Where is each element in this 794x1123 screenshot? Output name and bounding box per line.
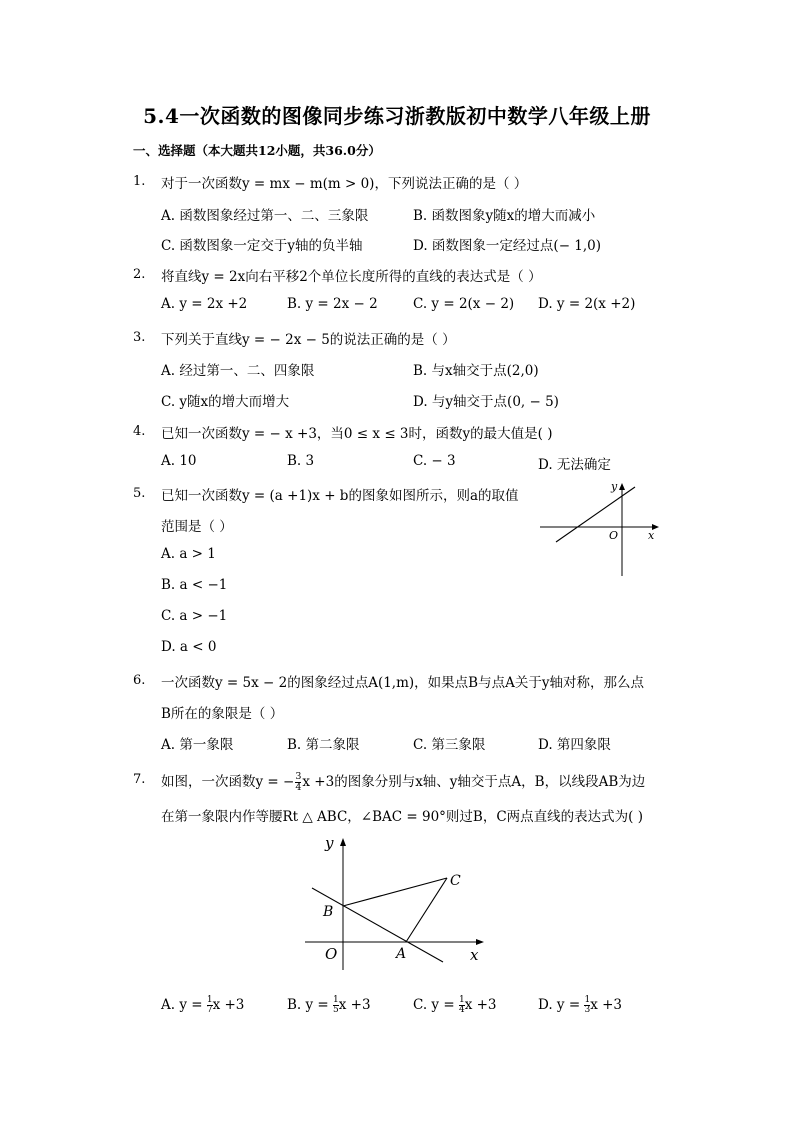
question-5-option-d[interactable]: D. a < 0 — [161, 639, 217, 655]
q7-option-a-denominator: 7 — [206, 1005, 213, 1015]
question-3-option-a[interactable]: A. 经过第一、二、四象限 — [161, 363, 315, 379]
question-6-number: 6. — [133, 673, 146, 688]
q7-x-axis-arrow — [476, 939, 484, 945]
q7-option-b-prefix: B. y = — [287, 997, 334, 1013]
q7-origin-label: O — [325, 945, 338, 963]
q7-option-c-prefix: C. y = — [413, 997, 459, 1013]
question-1-option-d[interactable]: D. 函数图象一定经过点(− 1,0) — [413, 238, 602, 254]
question-1-option-b[interactable]: B. 函数图象y随x的增大而减小 — [413, 208, 596, 224]
question-2-option-c[interactable]: C. y = 2(x − 2) — [413, 296, 515, 312]
q7-stem-pre: 如图，一次函数y = − — [161, 774, 295, 790]
q7-point-a-label: A — [396, 946, 407, 962]
q7-fraction-numerator: 3 — [295, 771, 302, 782]
question-3-stem: 下列关于直线y = − 2x − 5的说法正确的是（ ） — [161, 332, 456, 348]
q7-option-c-denominator: 4 — [458, 1005, 465, 1015]
question-3-option-c[interactable]: C. y随x的增大而增大 — [161, 394, 290, 410]
question-5-number: 5. — [133, 486, 146, 501]
question-4-option-d[interactable]: D. 无法确定 — [538, 457, 611, 473]
q7-point-b-label: B — [323, 904, 334, 920]
question-1-option-c[interactable]: C. 函数图象一定交于y轴的负半轴 — [161, 238, 363, 254]
q5-x-label: x — [648, 529, 655, 542]
q7-option-c-numerator: 1 — [458, 995, 465, 1005]
question-7-number: 7. — [133, 772, 146, 787]
question-2-option-a[interactable]: A. y = 2x +2 — [161, 296, 248, 312]
question-6-option-c[interactable]: C. 第三象限 — [413, 737, 486, 753]
question-3-number: 3. — [133, 330, 146, 345]
question-7-option-c[interactable] — [413, 996, 497, 1015]
page-title: 5.4一次函数的图像同步练习浙教版初中数学八年级上册 — [143, 104, 651, 128]
question-4-stem: 已知一次函数y = − x +3，当0 ≤ x ≤ 3时，函数y的最大值是( ) — [161, 426, 553, 442]
q7-y-label: y — [325, 834, 334, 852]
q5-y-axis-arrow — [619, 483, 625, 490]
question-1-option-a[interactable]: A. 函数图象经过第一、二、三象限 — [161, 208, 369, 224]
question-7-stem-line-1 — [161, 770, 645, 793]
q7-option-a-suffix: x +3 — [212, 997, 245, 1013]
q5-origin-label: O — [609, 529, 619, 542]
question-4-number: 4. — [133, 424, 146, 439]
question-5-option-b[interactable]: B. a < −1 — [161, 577, 228, 593]
q7-option-b-suffix: x +3 — [338, 997, 371, 1013]
question-6-option-d[interactable]: D. 第四象限 — [538, 737, 611, 753]
q5-function-line — [556, 487, 635, 542]
question-7-stem-line-2: 在第一象限内作等腰Rt △ ABC，∠BAC = 90°则过B，C两点直线的表达式为( ) — [161, 809, 644, 825]
q7-option-b-denominator: 5 — [333, 1005, 339, 1015]
question-4-option-c[interactable]: C. − 3 — [413, 453, 456, 469]
question-5-option-a[interactable]: A. a > 1 — [161, 546, 216, 562]
question-7-option-a[interactable] — [161, 996, 244, 1015]
question-3-option-d[interactable]: D. 与y轴交于点(0, − 5) — [413, 394, 559, 410]
question-3-option-b[interactable]: B. 与x轴交于点(2,0) — [413, 363, 539, 379]
q5-y-label: y — [611, 480, 618, 493]
question-2-option-d[interactable]: D. y = 2(x +2) — [538, 296, 636, 312]
q7-option-d-numerator: 1 — [584, 995, 591, 1005]
q7-stem-post: x +3的图象分别与x轴、y轴交于点A，B，以线段AB为边 — [302, 774, 646, 790]
question-2-stem: 将直线y = 2x向右平移2个单位长度所得的直线的表达式是（ ） — [161, 269, 542, 285]
q7-point-c-label: C — [450, 873, 461, 889]
question-6-option-b[interactable]: B. 第二象限 — [287, 737, 360, 753]
question-2-option-b[interactable]: B. y = 2x − 2 — [287, 296, 378, 312]
q7-option-a-numerator: 1 — [206, 995, 213, 1005]
q7-option-d-suffix: x +3 — [590, 997, 622, 1013]
q7-fraction — [295, 772, 301, 793]
question-5-stem-line-1: 已知一次函数y = (a +1)x + b的图象如图所示，则a的取值 — [161, 488, 519, 504]
q7-fraction-denominator: 4 — [295, 782, 302, 793]
q7-option-d-denominator: 3 — [584, 1005, 591, 1015]
question-4-option-b[interactable]: B. 3 — [287, 453, 315, 469]
question-6-stem-line-1: 一次函数y = 5x − 2的图象经过点A(1,m)，如果点B与点A关于y轴对称，那么点 — [161, 675, 644, 691]
section-heading: 一、选择题（本大题共12小题，共36.0分） — [133, 143, 381, 158]
q7-option-a-prefix: A. y = — [161, 997, 207, 1013]
question-7-option-b[interactable] — [287, 996, 371, 1015]
question-1-stem: 对于一次函数y = mx − m(m > 0)，下列说法正确的是（ ） — [161, 176, 528, 192]
q7-option-c-suffix: x +3 — [464, 997, 497, 1013]
question-6-stem-line-2: B所在的象限是（ ） — [161, 706, 284, 722]
q7-option-b-numerator: 1 — [333, 995, 339, 1005]
q7-x-label: x — [470, 946, 479, 964]
q7-option-d-prefix: D. y = — [538, 997, 585, 1013]
question-7-option-d[interactable] — [538, 996, 622, 1015]
question-2-number: 2. — [133, 267, 146, 282]
question-1-number: 1. — [133, 174, 146, 189]
q7-y-axis-arrow — [340, 838, 346, 846]
question-6-option-a[interactable]: A. 第一象限 — [161, 737, 234, 753]
question-5-graph — [540, 476, 665, 580]
question-5-stem-line-2: 范围是（ ） — [161, 519, 233, 535]
question-4-option-a[interactable]: A. 10 — [161, 453, 197, 469]
question-7-graph — [300, 830, 495, 970]
question-5-option-c[interactable]: C. a > −1 — [161, 608, 228, 624]
